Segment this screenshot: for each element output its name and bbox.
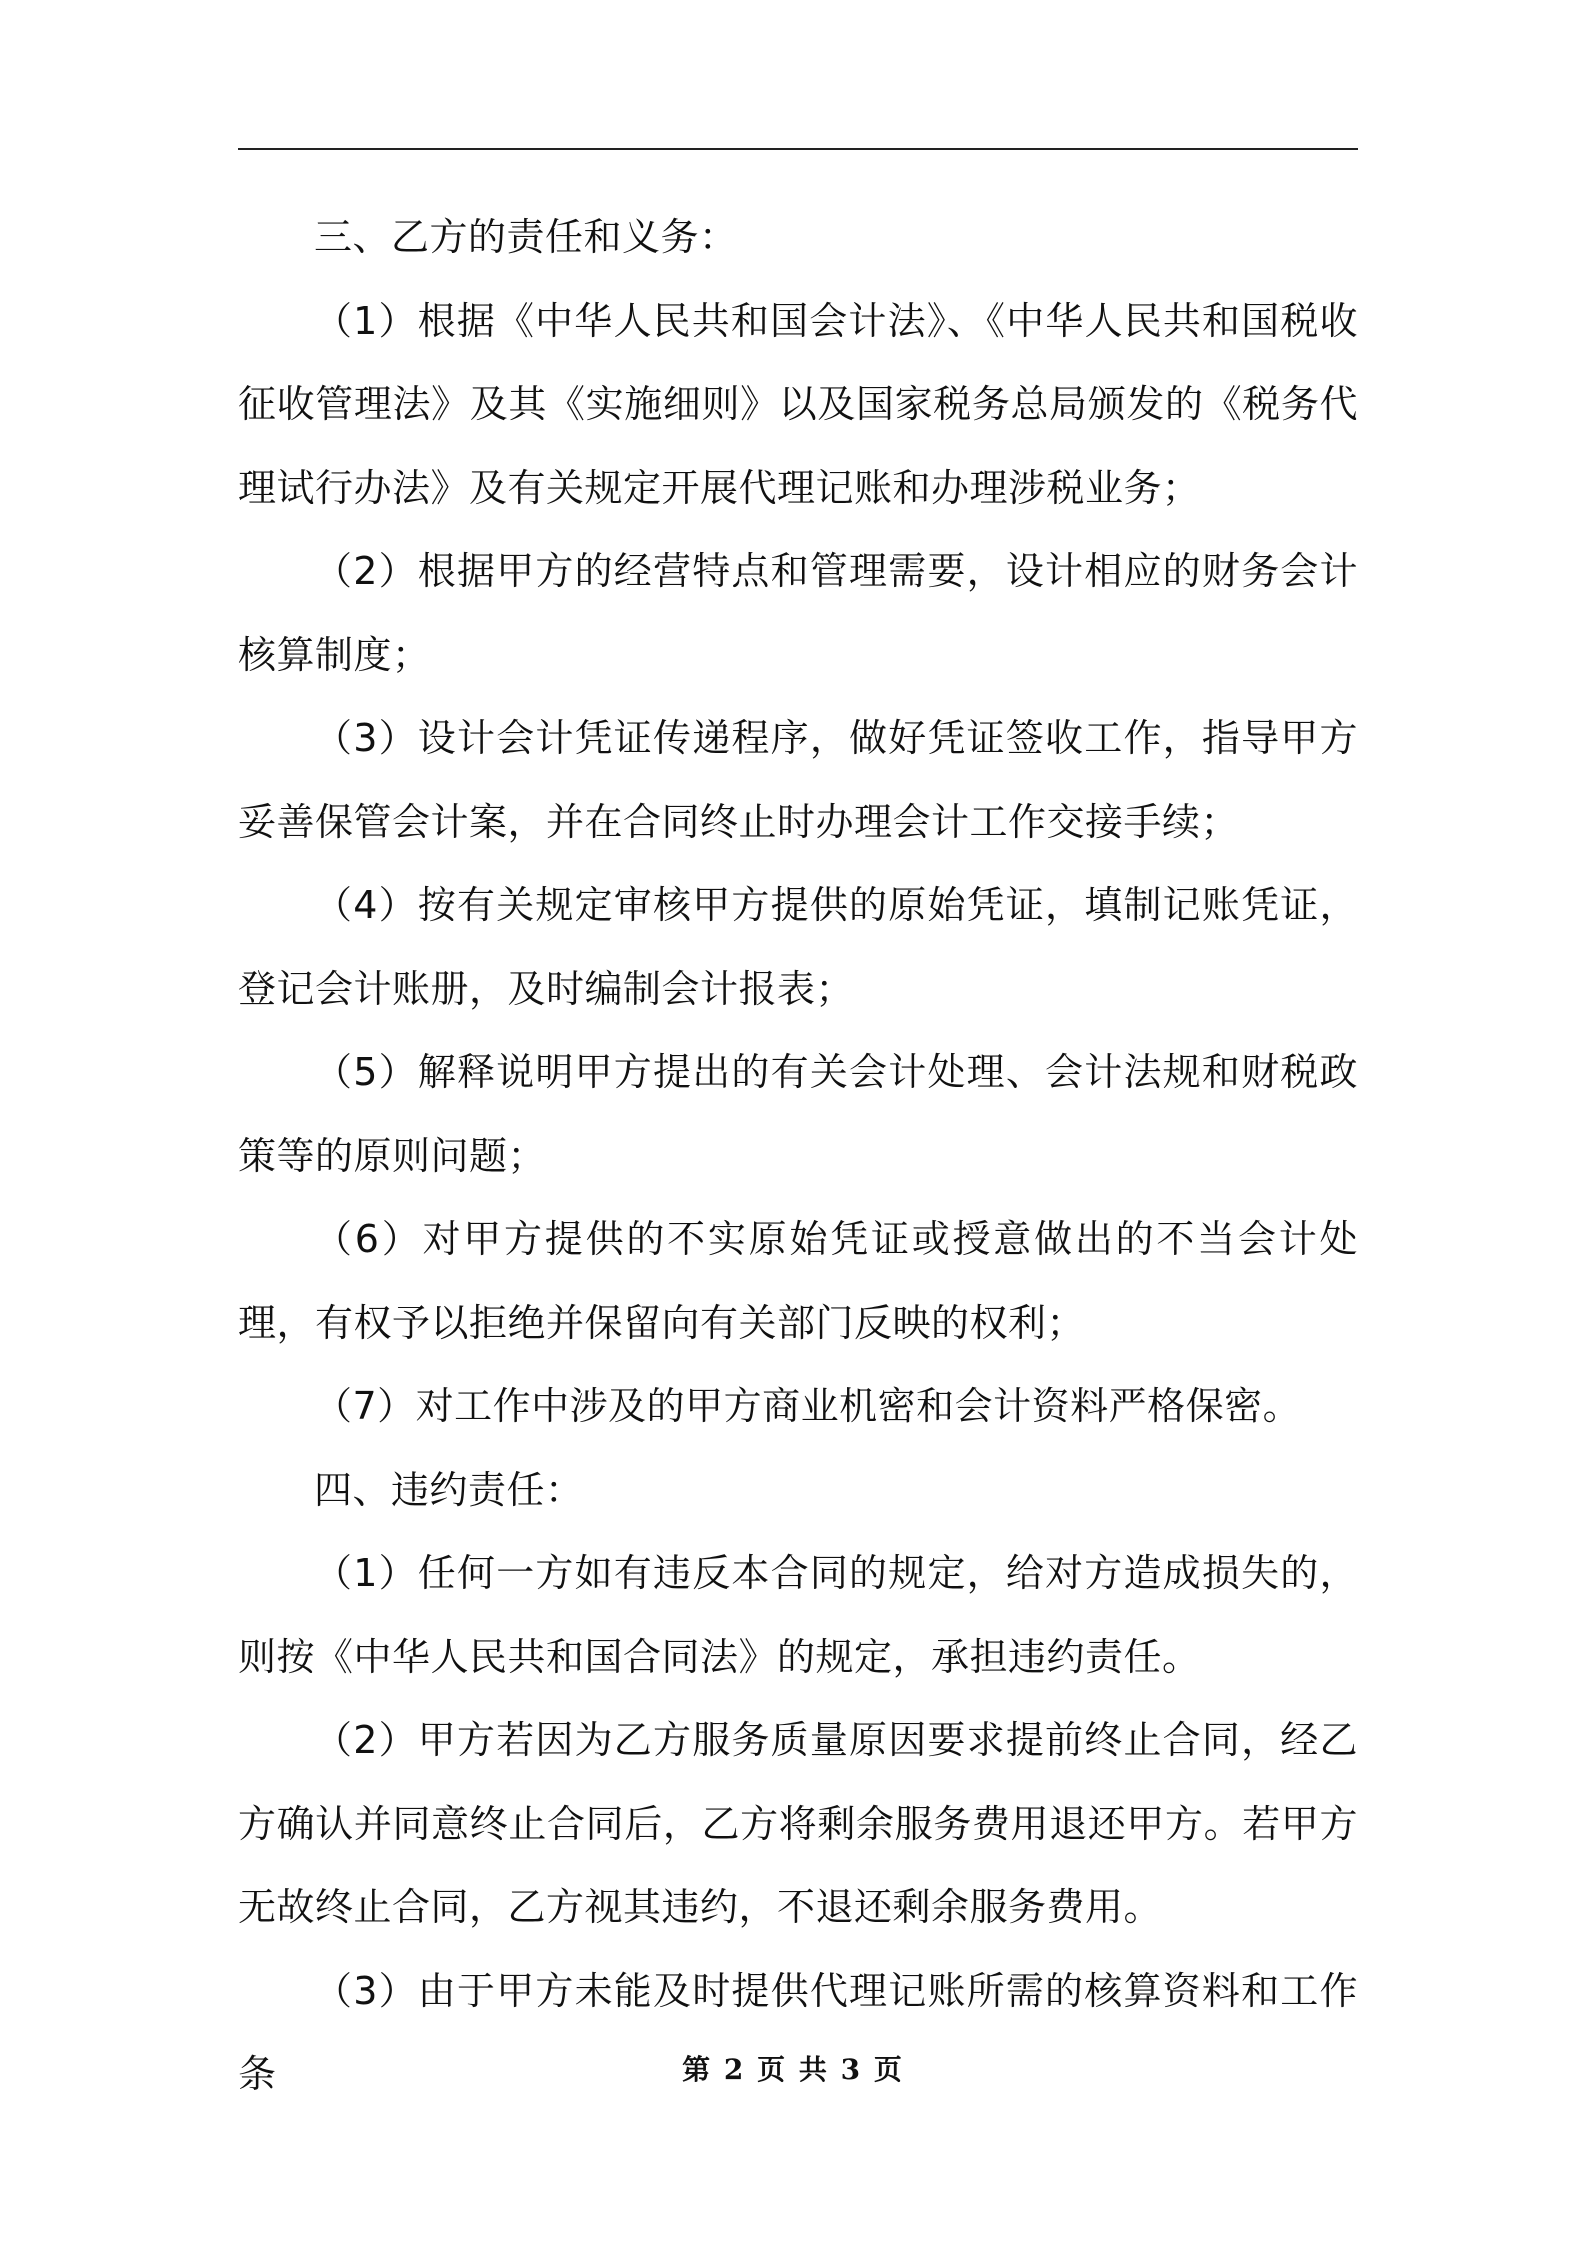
document-body: [238, 196, 1358, 2117]
page-number: 第 2 页 共 3 页: [682, 2053, 904, 2086]
clause-3: （3）设计会计凭证传递程序，做好凭证签收工作，指导甲方妥善保管会计案，并在合同终止时办理会计工作交接手续；: [238, 716, 1358, 844]
section-heading-breach: 四、违约责任：: [314, 1467, 584, 1512]
section-heading-party-b-duties: 三、乙方的责任和义务：: [314, 215, 738, 259]
clause-7: （7）对工作中涉及的甲方商业机密和会计资料严格保密。: [314, 1384, 1302, 1428]
clause-5: （5）解释说明甲方提出的有关会计处理、会计法规和财税政策等的原则问题；: [238, 1050, 1358, 1178]
clause-6: （6）对甲方提供的不实原始凭证或授意做出的不当会计处理，有权予以拒绝并保留向有关部门反映的权利；: [238, 1217, 1358, 1345]
clause-2: （2）根据甲方的经营特点和管理需要，设计相应的财务会计核算制度；: [238, 549, 1358, 677]
header-rule: [238, 148, 1358, 150]
clause-1: （1）根据《中华人民共和国会计法》、《中华人民共和国税收征收管理法》及其《实施细则》以及国家税务总局颁发的《税务代理试行办法》及有关规定开展代理记账和办理涉税业务；: [238, 298, 1358, 510]
clause-4: （4）按有关规定审核甲方提供的原始凭证，填制记账凭证，登记会计账册，及时编制会计报表；: [238, 883, 1358, 1011]
breach-clause-2: （2）甲方若因为乙方服务质量原因要求提前终止合同，经乙方确认并同意终止合同后，乙方将剩余服务费用退还甲方。若甲方无故终止合同，乙方视其违约，不退还剩余服务费用。: [238, 1718, 1358, 1929]
breach-clause-3: （3）由于甲方未能及时提供代理记账所需的核算资料和工作条: [238, 1968, 1358, 2096]
breach-clause-1: （1）任何一方如有违反本合同的规定，给对方造成损失的，则按《中华人民共和国合同法》的规定，承担违约责任。: [238, 1551, 1358, 1679]
